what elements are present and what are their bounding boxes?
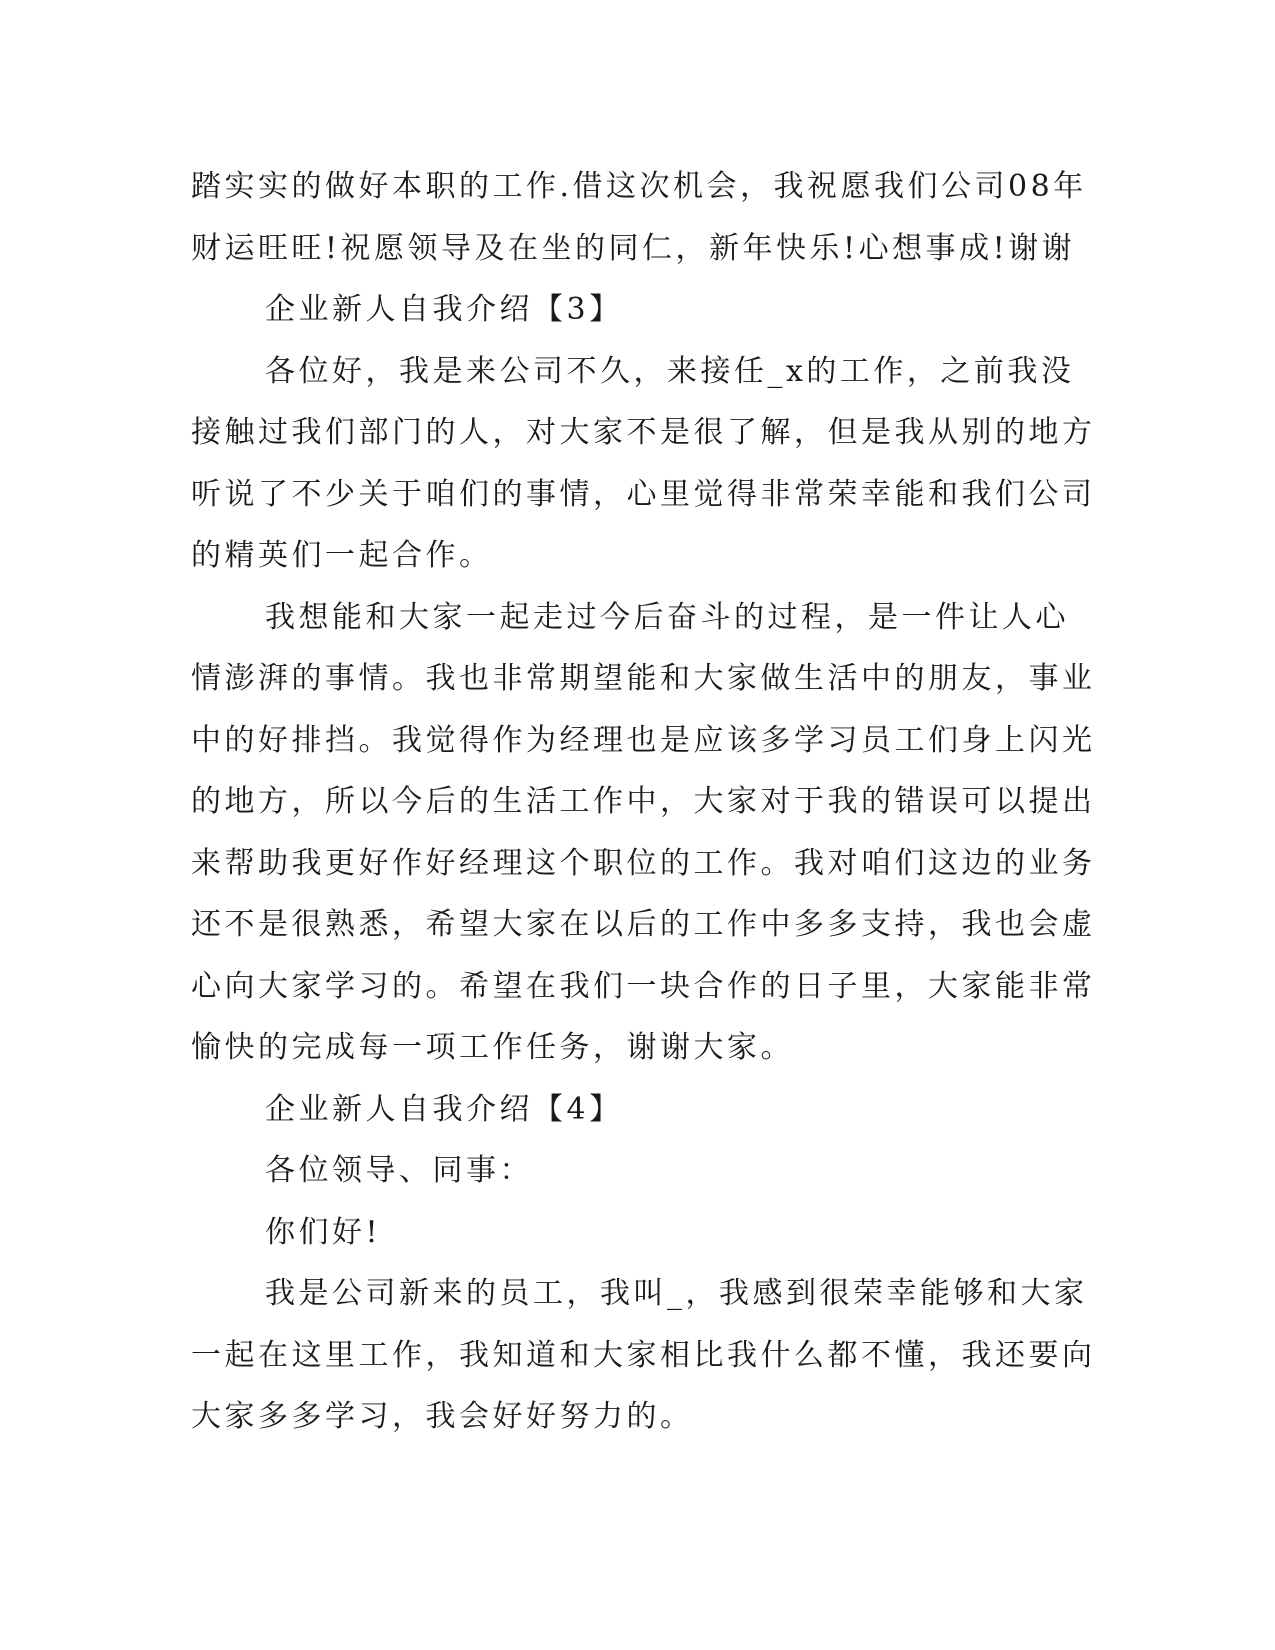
text-line: 各位好，我是来公司不久，来接任_x的工作，之前我没 — [265, 353, 1075, 389]
text-line: 愉快的完成每一项工作任务，谢谢大家。 — [191, 1030, 794, 1065]
text-line: 踏实实的做好本职的工作.借这次机会，我祝愿我们公司08年 — [191, 169, 1087, 204]
text-line: 我是公司新来的员工，我叫_，我感到很荣幸能够和大家 — [265, 1276, 1088, 1311]
text-line: 财运旺旺!祝愿领导及在坐的同仁，新年快乐!心想事成!谢谢 — [191, 230, 1076, 266]
text-line: 接触过我们部门的人，对大家不是很了解，但是我从别的地方 — [191, 415, 1096, 450]
document-body — [191, 156, 1096, 1448]
section-heading-3: 企业新人自我介绍【3】 — [265, 292, 623, 327]
greeting-line: 你们好! — [265, 1214, 382, 1250]
text-line: 还不是很熟悉，希望大家在以后的工作中多多支持，我也会虚 — [191, 907, 1096, 942]
text-line: 情澎湃的事情。我也非常期望能和大家做生活中的朋友，事业 — [191, 661, 1096, 696]
text-line: 一起在这里工作，我知道和大家相比我什么都不懂，我还要向 — [191, 1337, 1096, 1373]
text-line: 我想能和大家一起走过今后奋斗的过程，是一件让人心 — [265, 599, 1069, 635]
text-line: 大家多多学习，我会好好努力的。 — [191, 1399, 694, 1434]
text-line: 心向大家学习的。希望在我们一块合作的日子里，大家能非常 — [191, 968, 1096, 1004]
salutation-line: 各位领导、同事： — [265, 1153, 533, 1188]
text-line: 的精英们一起合作。 — [191, 538, 493, 573]
text-line: 听说了不少关于咱们的事情，心里觉得非常荣幸能和我们公司 — [191, 476, 1096, 512]
section-heading-4: 企业新人自我介绍【4】 — [265, 1091, 623, 1127]
text-line: 的地方，所以今后的生活工作中，大家对于我的错误可以提出 — [191, 784, 1096, 819]
text-line: 来帮助我更好作好经理这个职位的工作。我对咱们这边的业务 — [191, 845, 1096, 881]
text-line: 中的好排挡。我觉得作为经理也是应该多学习员工们身上闪光 — [191, 722, 1096, 758]
